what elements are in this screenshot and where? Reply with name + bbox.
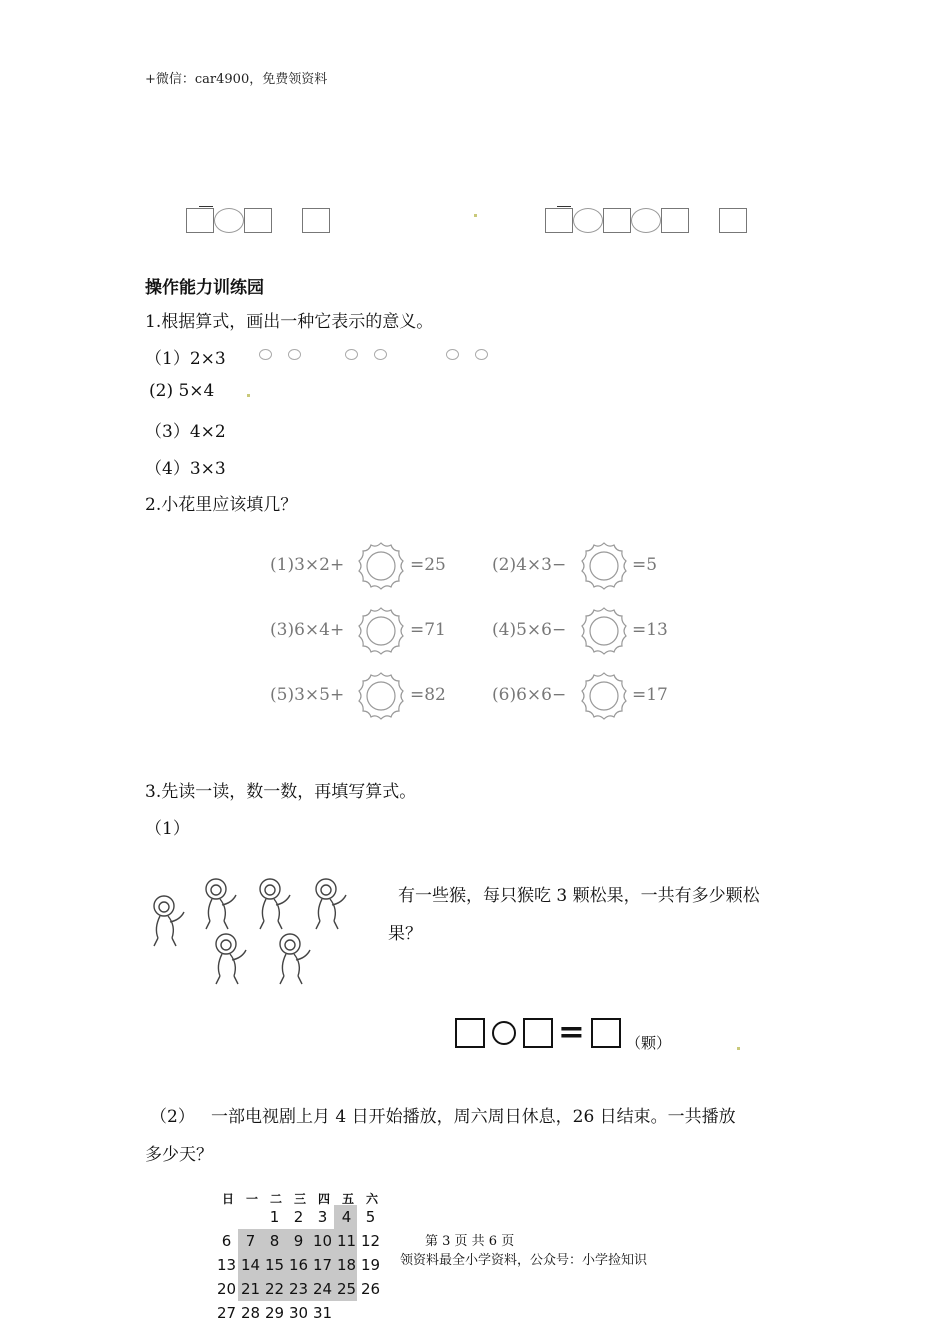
calendar-day: 22	[264, 1280, 285, 1298]
operator-circle[interactable]	[492, 1021, 516, 1045]
calendar-weekday-header: 日	[222, 1192, 235, 1206]
calendar-day: 29	[264, 1304, 285, 1322]
flower-blank-icon[interactable]	[578, 670, 630, 722]
flower-blank-icon[interactable]	[355, 605, 407, 657]
flower-eq-left: (2)4×3−	[492, 555, 567, 575]
question-3-sub2-text-line2: 多少天？	[145, 1145, 213, 1165]
monkey-icon	[216, 934, 246, 984]
calendar-day: 13	[216, 1256, 237, 1274]
watermark-text: +微信：car4900，免费领资料	[145, 72, 328, 87]
question-3-sub2-text-line1: 一部电视剧上月 4 日开始播放，周六周日休息，26 日结束。一共播放	[211, 1107, 736, 1127]
answer-box[interactable]	[603, 208, 631, 233]
calendar-day: 19	[360, 1256, 381, 1274]
speck-mark	[474, 214, 477, 217]
flower-eq-left: (3)6×4+	[270, 620, 345, 640]
flower-eq-right: =17	[632, 685, 668, 705]
calendar-day: 20	[216, 1280, 237, 1298]
calendar-day: 25	[336, 1280, 357, 1298]
calendar-weekday-header: 四	[318, 1192, 331, 1206]
equals-sign: =	[558, 1012, 585, 1050]
flower-eq-right: =13	[632, 620, 668, 640]
answer-box[interactable]	[661, 208, 689, 233]
calendar-day: 8	[269, 1232, 280, 1250]
calendar-day: 16	[288, 1256, 309, 1274]
calendar-day: 24	[312, 1280, 333, 1298]
calendar-day: 11	[336, 1232, 357, 1250]
flower-blank-icon[interactable]	[578, 540, 630, 592]
answer-box[interactable]	[545, 208, 573, 233]
flower-eq-right: =25	[410, 555, 446, 575]
page-number: 第 3 页 共 6 页	[425, 1234, 515, 1249]
answer-box[interactable]	[591, 1018, 621, 1048]
question-1-item-3: （3）4×2	[145, 422, 226, 442]
answer-box[interactable]	[455, 1018, 485, 1048]
calendar-day: 18	[336, 1256, 357, 1274]
question-1-prompt: 1.根据算式，画出一种它表示的意义。	[145, 312, 434, 332]
circle-shape	[345, 349, 358, 360]
flower-eq-right: =5	[632, 555, 658, 575]
calendar-day: 2	[293, 1208, 304, 1226]
flower-eq-left: (5)3×5+	[270, 685, 345, 705]
circle-shape	[259, 349, 272, 360]
question-3-sub1-text-line1: 有一些猴，每只猴吃 3 颗松果，一共有多少颗松	[398, 886, 760, 906]
question-2-prompt: 2.小花里应该填几？	[145, 495, 298, 515]
calendar-day: 6	[221, 1232, 232, 1250]
question-3-sub1-label: （1）	[145, 819, 190, 839]
calendar-day: 12	[360, 1232, 381, 1250]
flower-eq-left: (1)3×2+	[270, 555, 345, 575]
calendar-day: 28	[240, 1304, 261, 1322]
calendar-weekday-header: 五	[342, 1192, 355, 1206]
calendar-day: 3	[317, 1208, 328, 1226]
calendar-day: 14	[240, 1256, 261, 1274]
monkey-icon	[206, 879, 236, 929]
question-1-item-2: (2) 5×4	[149, 381, 215, 401]
flower-eq-right: =71	[410, 620, 446, 640]
overline-mark	[199, 206, 213, 207]
calendar-day: 10	[312, 1232, 333, 1250]
calendar-weekday-header: 六	[366, 1192, 379, 1206]
calendar-day: 23	[288, 1280, 309, 1298]
flower-blank-icon[interactable]	[578, 605, 630, 657]
flower-eq-left: (6)6×6−	[492, 685, 567, 705]
flower-blank-icon[interactable]	[355, 670, 407, 722]
answer-box[interactable]	[186, 208, 214, 233]
calendar-day: 27	[216, 1304, 237, 1322]
calendar-day: 30	[288, 1304, 309, 1322]
answer-box[interactable]	[719, 208, 747, 233]
operator-circle[interactable]	[631, 208, 661, 233]
flower-eq-right: =82	[410, 685, 446, 705]
calendar-day: 17	[312, 1256, 333, 1274]
calendar-day: 15	[264, 1256, 285, 1274]
speck-mark	[247, 394, 250, 397]
calendar-weekday-header: 一	[246, 1192, 259, 1206]
circle-shape	[446, 349, 459, 360]
calendar-day: 5	[365, 1208, 376, 1226]
monkey-icon	[260, 879, 290, 929]
speck-mark	[737, 1047, 740, 1050]
flower-eq-left: (4)5×6−	[492, 620, 567, 640]
question-1-item-4: （4）3×3	[145, 459, 226, 479]
footer-ad-text: 领资料最全小学资料，公众号：小学捡知识	[400, 1253, 648, 1268]
circle-shape	[288, 349, 301, 360]
operator-circle[interactable]	[573, 208, 603, 233]
calendar-day: 1	[269, 1208, 280, 1226]
monkey-icon	[280, 934, 310, 984]
calendar-day: 26	[360, 1280, 381, 1298]
question-3-prompt: 3.先读一读，数一数，再填写算式。	[145, 782, 417, 802]
answer-box[interactable]	[244, 208, 272, 233]
calendar-day: 31	[312, 1304, 333, 1322]
operator-circle[interactable]	[214, 208, 244, 233]
circle-shape	[475, 349, 488, 360]
unit-label: （颗）	[626, 1034, 672, 1052]
calendar-day: 4	[341, 1208, 352, 1226]
calendar-day: 21	[240, 1280, 261, 1298]
answer-box[interactable]	[302, 208, 330, 233]
circle-shape	[374, 349, 387, 360]
section-title: 操作能力训练园	[145, 278, 264, 298]
monkey-icon	[154, 896, 184, 946]
question-3-sub2-label: （2）	[150, 1107, 195, 1127]
monkeys-illustration-icon	[150, 870, 370, 990]
calendar-day: 9	[293, 1232, 304, 1250]
calendar-weekday-header: 二	[270, 1192, 283, 1206]
flower-blank-icon[interactable]	[355, 540, 407, 592]
calendar-weekday-header: 三	[294, 1192, 307, 1206]
question-3-sub1-text-line2: 果？	[388, 924, 422, 944]
calendar-day: 7	[245, 1232, 256, 1250]
answer-box[interactable]	[523, 1018, 553, 1048]
question-1-item-1: （1）2×3	[145, 349, 226, 369]
monkey-icon	[316, 879, 346, 929]
overline-mark	[557, 206, 571, 207]
